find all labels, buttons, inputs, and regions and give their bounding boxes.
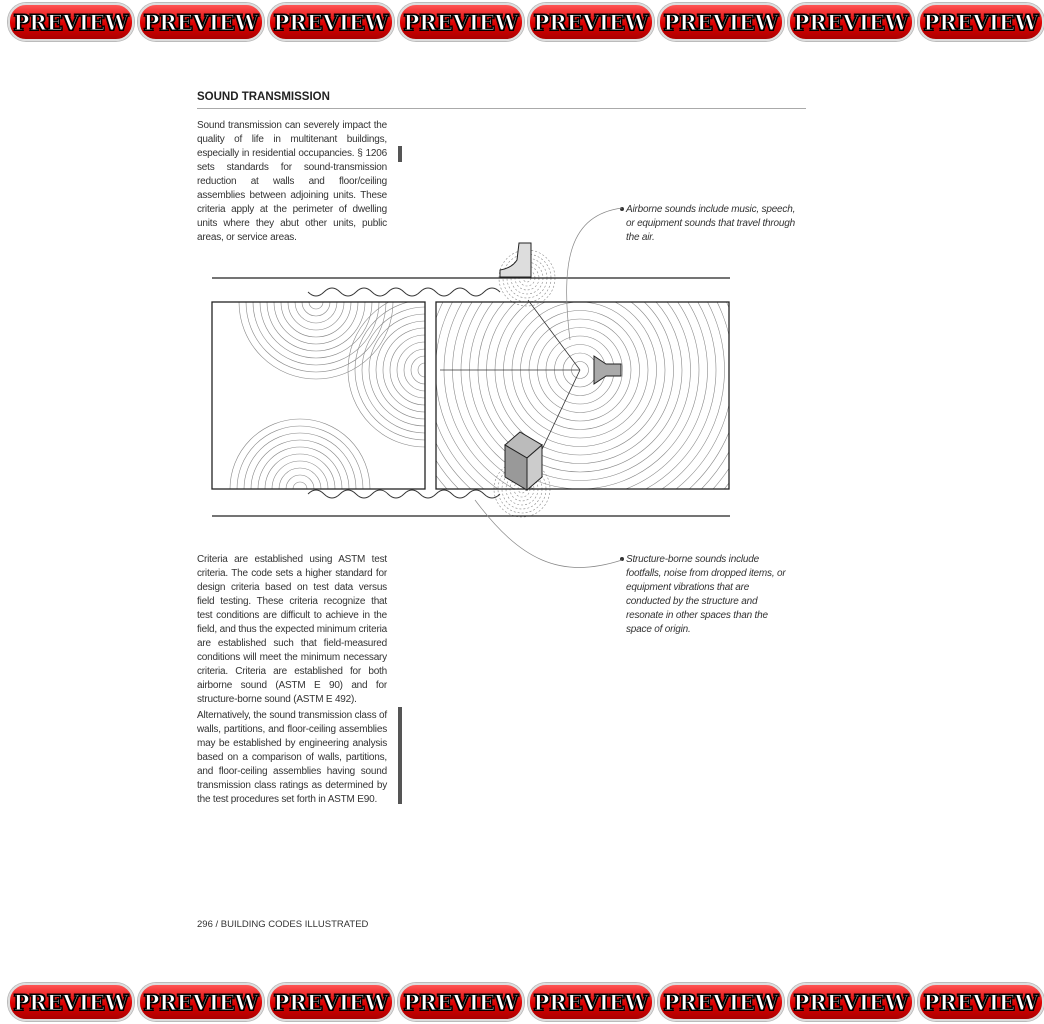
page-footer: 296 / BUILDING CODES ILLUSTRATED: [197, 919, 369, 930]
intro-paragraph: Sound transmission can severely impact the quality of life in multitenant buildings, especially in residential occupancies. § 1206 sets standards for sound-transmission reduction at walls and floor/ceiling assemblies between adjoining units. These criteria apply at the perimeter of dwelling units where they abut other units, public areas, or service areas.: [197, 120, 387, 243]
preview-watermark: PREVIEW: [268, 983, 394, 1021]
alternative-paragraph: Alternatively, the sound transmission class of walls, partitions, and floor-ceiling assemblies may be established by engineering analysis based on a comparison of walls, partitions, and floor-ceiling assemblies having sound transmission class ratings as determined by the test procedures set forth in ASTM E90.: [197, 710, 387, 805]
box-icon: [505, 432, 542, 490]
preview-watermark: PREVIEW: [658, 3, 784, 41]
speaker-icon: [594, 356, 621, 384]
criteria-paragraph: Criteria are established using ASTM test criteria. The code sets a higher standard for design criteria based on test data versus field testing. These criteria recognize that test conditions are difficult to achieve in the field, and thus the expected minimum criteria are established such that field-measured conditions will meet the minimum necessary criteria. Criteria are established for both airborne sound (ASTM E 90) and for structure-borne sound (ASTM E 492).: [197, 554, 387, 705]
preview-watermark: PREVIEW: [918, 983, 1044, 1021]
airborne-note-text: Airborne sounds include music, speech, or equipment sounds that travel through the air.: [626, 204, 796, 243]
preview-watermark: PREVIEW: [398, 983, 524, 1021]
structure-note-text: Structure-borne sounds include footfalls, noise from dropped items, or equipment vibrations that are conducted by the structure and resonate in other spaces than the space of origin.: [626, 554, 786, 635]
boot-icon: [500, 243, 531, 277]
preview-watermark: PREVIEW: [528, 983, 654, 1021]
airborne-arrow: [528, 300, 580, 370]
preview-watermark: PREVIEW: [138, 3, 264, 41]
structure-path-bottom: [308, 490, 500, 498]
preview-watermark: PREVIEW: [268, 3, 394, 41]
structure-leader: [475, 500, 622, 568]
preview-watermark: PREVIEW: [658, 983, 784, 1021]
preview-watermark: PREVIEW: [788, 3, 914, 41]
preview-watermark: PREVIEW: [8, 3, 134, 41]
preview-watermark: PREVIEW: [918, 3, 1044, 41]
preview-watermark: PREVIEW: [138, 983, 264, 1021]
preview-watermark: PREVIEW: [528, 3, 654, 41]
preview-watermark: PREVIEW: [398, 3, 524, 41]
section-title: SOUND TRANSMISSION: [197, 91, 330, 103]
airborne-leader: [567, 208, 622, 340]
structure-path-top: [308, 288, 500, 296]
preview-watermark: PREVIEW: [788, 983, 914, 1021]
preview-watermark: PREVIEW: [8, 983, 134, 1021]
